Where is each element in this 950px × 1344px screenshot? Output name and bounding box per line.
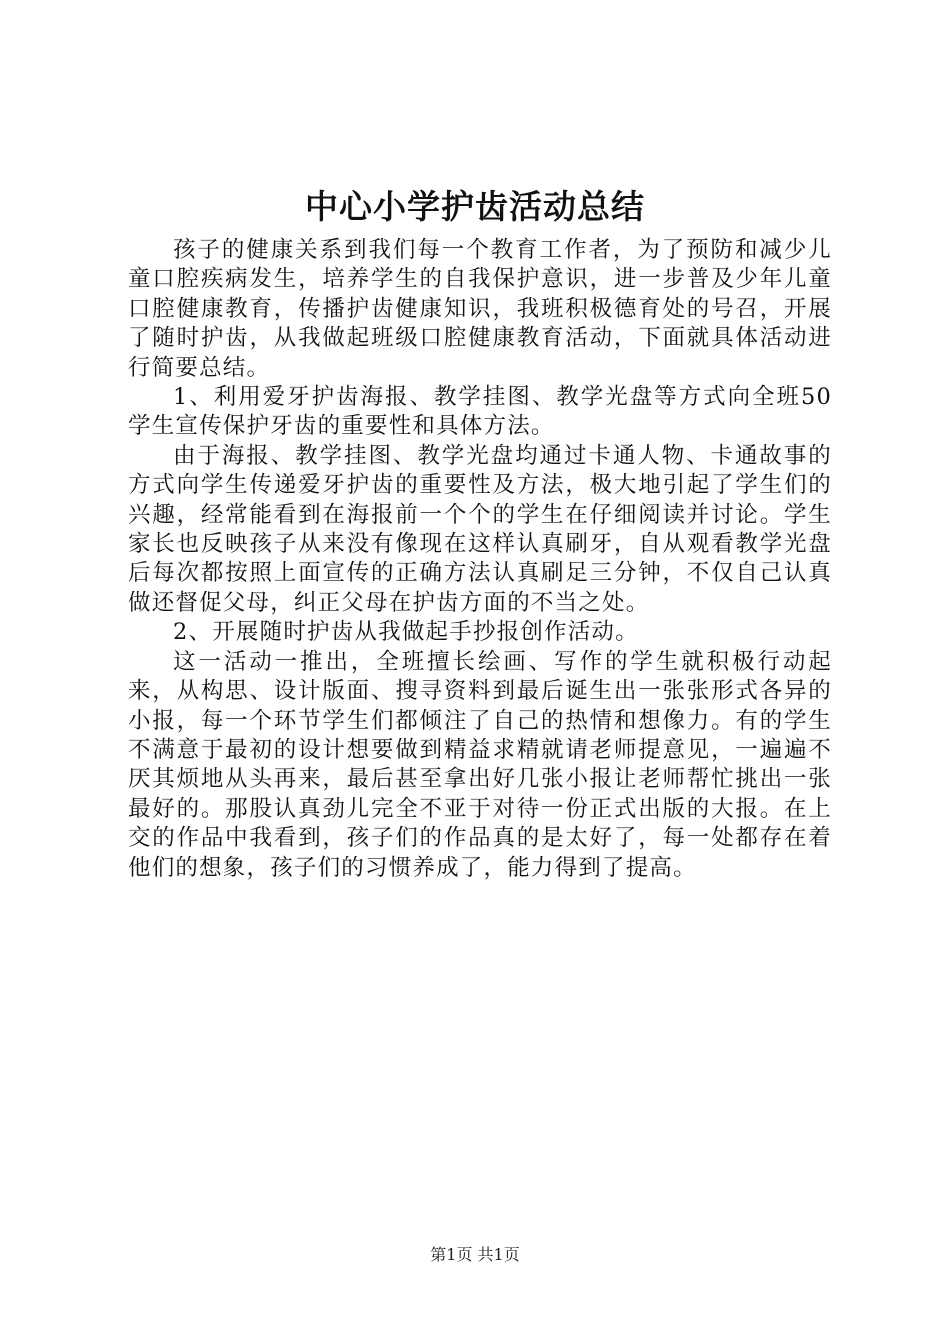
paragraph-item-1-detail: 由于海报、教学挂图、教学光盘均通过卡通人物、卡通故事的方式向学生传递爱牙护齿的重要性及方法，极大地引起了学生们的兴趣，经常能看到在海报前一个个的学生在仔细阅读并讨论。学生家长也反映孩子从来没有像现在这样认真刷牙，自从观看教学光盘后每次都按照上面宣传的正确方法认真刷足三分钟，不仅自己认真做还督促父母，纠正父母在护齿方面的不当之处。 [128, 442, 832, 616]
document-body [128, 236, 832, 883]
paragraph-item-2: 2、开展随时护齿从我做起手抄报创作活动。 [173, 619, 639, 646]
page-number-footer: 第1页 共1页 [430, 1245, 520, 1264]
paragraph-item-2-detail: 这一活动一推出，全班擅长绘画、写作的学生就积极行动起来，从构思、设计版面、搜寻资料到最后诞生出一张张形式各异的小报，每一个环节学生们都倾注了自己的热情和想像力。有的学生不满意于最初的设计想要做到精益求精就请老师提意见，一遍遍不厌其烦地从头再来，最后甚至拿出好几张小报让老师帮忙挑出一张最好的。那股认真劲儿完全不亚于对待一份正式出版的大报。在上交的作品中我看到，孩子们的作品真的是太好了，每一处都存在着他们的想象，孩子们的习惯养成了，能力得到了提高。 [128, 648, 832, 881]
paragraph-item-1: 1、利用爱牙护齿海报、教学挂图、教学光盘等方式向全班50学生宣传保护牙齿的重要性和具体方法。 [128, 384, 832, 440]
paragraph-intro: 孩子的健康关系到我们每一个教育工作者，为了预防和减少儿童口腔疾病发生，培养学生的自我保护意识，进一步普及少年儿童口腔健康教育，传播护齿健康知识，我班积极德育处的号召，开展了随时护齿，从我做起班级口腔健康教育活动，下面就具体活动进行简要总结。 [128, 237, 832, 381]
document-title: 中心小学护齿活动总结 [305, 187, 645, 226]
